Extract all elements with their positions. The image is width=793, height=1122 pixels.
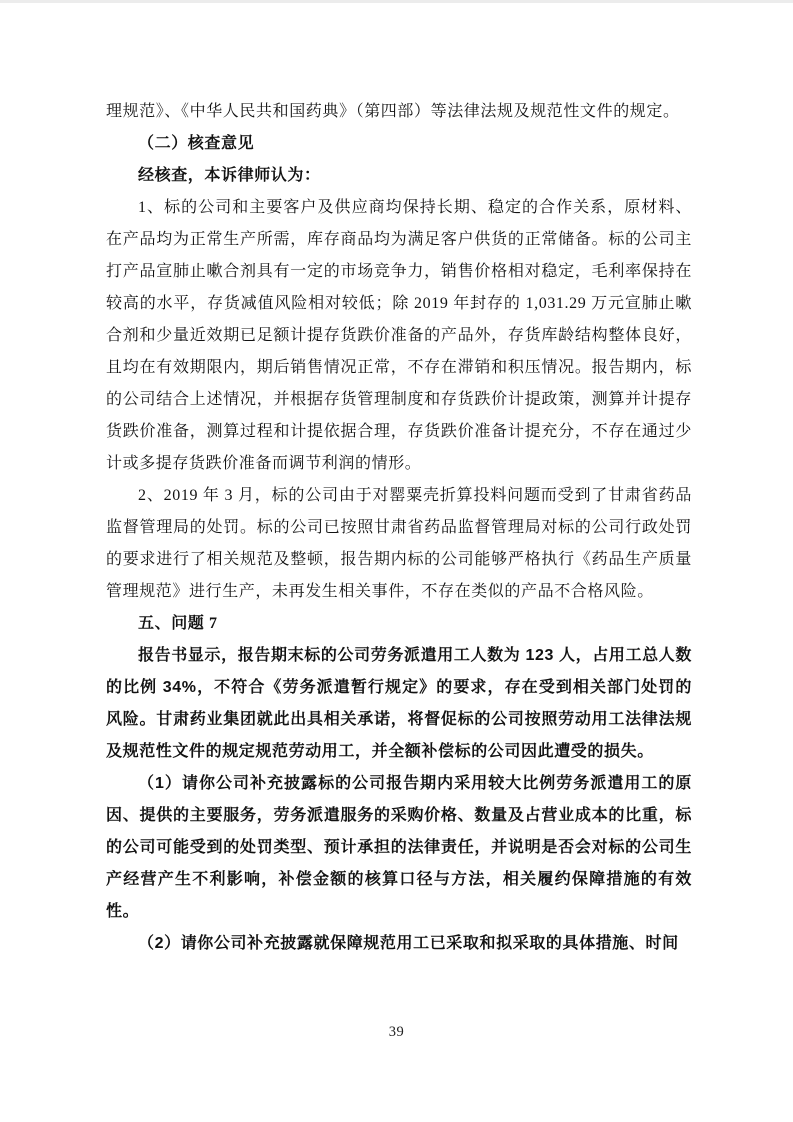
question-item-2: （2）请你公司补充披露就保障规范用工已采取和拟采取的具体措施、时间 bbox=[138, 935, 679, 952]
opinion-paragraph-1: 1、标的公司和主要客户及供应商均保持长期、稳定的合作关系，原材料、在产品均为正常生产所需，库存商品均为满足客户供货的正常储备。标的公司主打产品宣肺止嗽合剂具有一定的市场竞争力，销售价格相对稳定，毛利率保持在较高的水平，存货减值风险相对较低；除 2019 年封存的 1,031.29 万元宣肺止嗽合剂和少量近效期已足额计提存货跌价准备的产品外，存货库龄结构整体良好，且均在有效期限内，期后销售情况正常，不存在滞销和积压情况。报告期内，标的公司结合上述情况，并根据存货管理制度和存货跌价计提政策，测算并计提存货跌价准备，测算过程和计提依据合理，存货跌价准备计提充分，不存在通过少计或多提存货跌价准备而调节利润的情形。 bbox=[106, 199, 692, 472]
page-top-edge bbox=[0, 0, 793, 3]
lead-review-statement: 经核查，本诉律师认为： bbox=[138, 167, 321, 184]
section-heading-review-opinion: （二）核查意见 bbox=[138, 135, 255, 152]
document-content bbox=[106, 96, 692, 960]
question-item-1: （1）请你公司补充披露标的公司报告期内采用较大比例劳务派遣用工的原因、提供的主要服务，劳务派遣服务的采购价格、数量及占营业成本的比重，标的公司可能受到的处罚类型、预计承担的法律责任，并说明是否会对标的公司生产经营产生不利影响，补偿金额的核算口径与方法，相关履约保障措施的有效性。 bbox=[106, 775, 692, 920]
page-number: 39 bbox=[388, 1024, 405, 1040]
body-continuation-line: 理规范》、《中华人民共和国药典》（第四部）等法律法规及规范性文件的规定。 bbox=[106, 103, 680, 120]
opinion-paragraph-2: 2、2019 年 3 月，标的公司由于对罂粟壳折算投料问题而受到了甘肃省药品监督管理局的处罚。标的公司已按照甘肃省药品监督管理局对标的公司行政处罚的要求进行了相关规范及整顿，报告期内标的公司能够严格执行《药品生产质量管理规范》进行生产，未再发生相关事件，不存在类似的产品不合格风险。 bbox=[106, 487, 692, 600]
section-heading-question-7: 五、问题 7 bbox=[138, 615, 218, 632]
question-intro-paragraph: 报告书显示，报告期末标的公司劳务派遣用工人数为 123 人，占用工总人数的比例 34%，不符合《劳务派遣暂行规定》的要求，存在受到相关部门处罚的风险。甘肃药业集团就此出具相关承诺，将督促标的公司按照劳动用工法律法规及规范性文件的规定规范劳动用工，并全额补偿标的公司因此遭受的损失。 bbox=[106, 647, 692, 760]
